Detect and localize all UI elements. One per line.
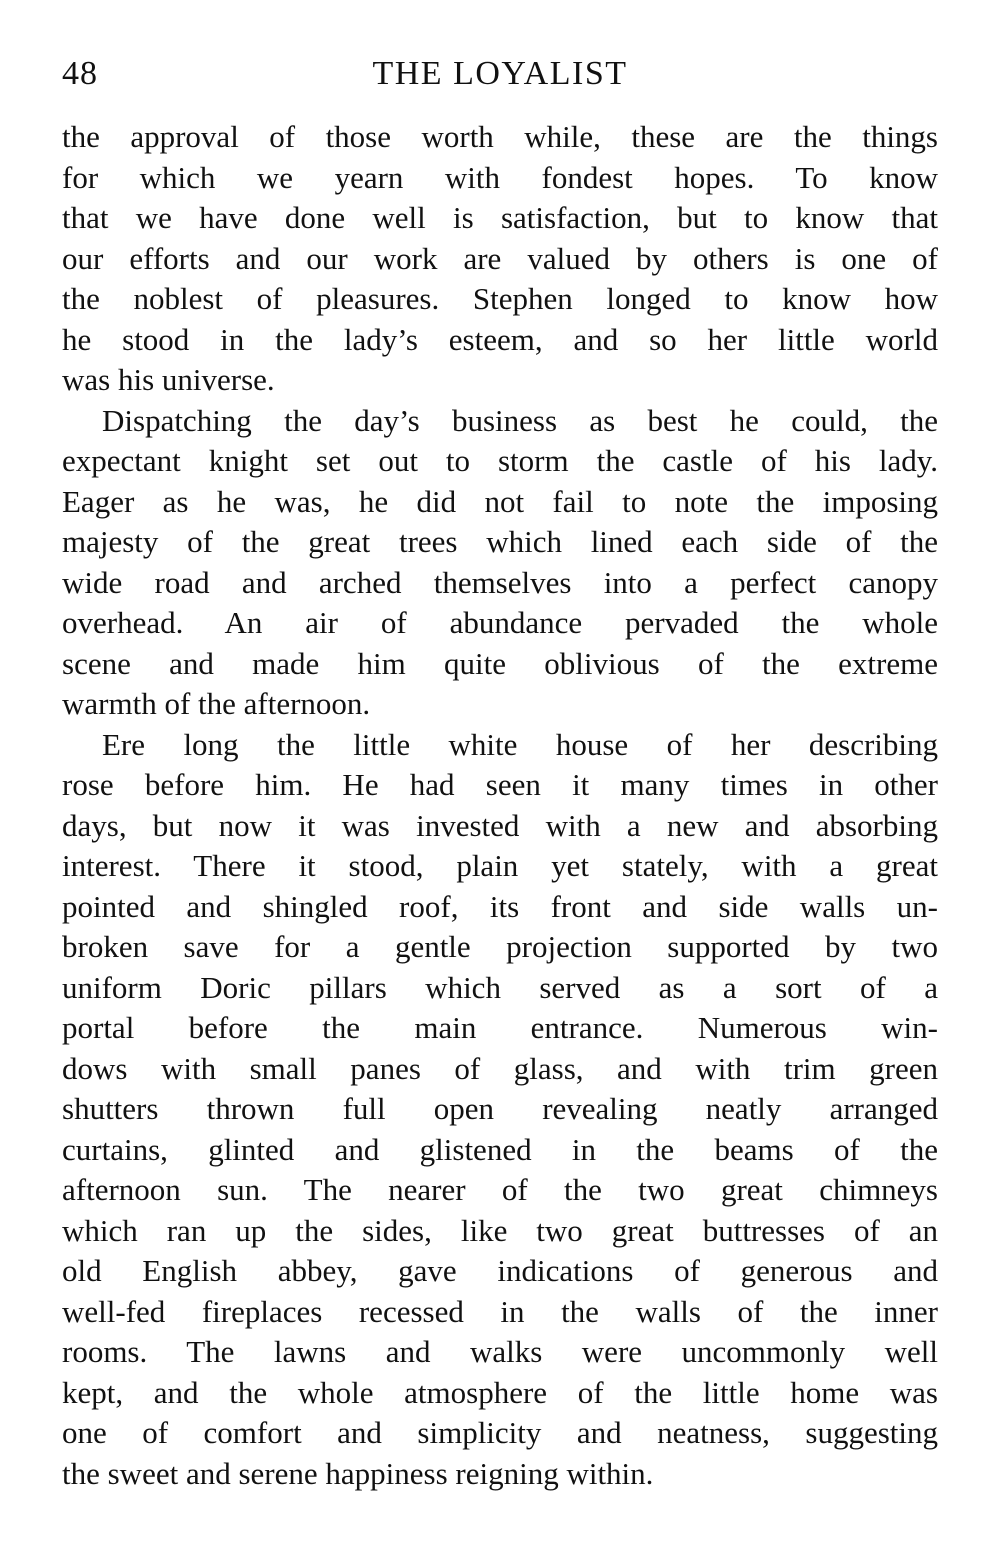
text-line: kept, and the whole atmosphere of the little home was: [62, 1374, 938, 1410]
text-line: wide road and arched themselves into a perfect canopy: [62, 564, 938, 600]
text-line: days, but now it was invested with a new and absorbing: [62, 807, 938, 843]
text-line: Eager as he was, he did not fail to note the imposing: [62, 483, 938, 519]
running-title: THE LOYALIST: [372, 55, 628, 92]
text-line: our efforts and our work are valued by others is one of: [62, 240, 938, 276]
text-line: which ran up the sides, like two great buttresses of an: [62, 1212, 938, 1248]
text-line: rooms. The lawns and walks were uncommonly well: [62, 1334, 938, 1369]
text-line: Dispatching the day’s business as best he could, the: [102, 402, 938, 438]
text-line: one of comfort and simplicity and neatness, suggesting: [62, 1415, 938, 1450]
text-line: majesty of the great trees which lined each side of the: [62, 524, 938, 559]
paragraph: [62, 117, 938, 401]
text-line: curtains, glinted and glistened in the beams of the: [62, 1131, 938, 1167]
text-line: the sweet and serene happiness reigning within.: [62, 1455, 654, 1491]
text-line: for which we yearn with fondest hopes. To know: [62, 159, 938, 195]
text-line: pointed and shingled roof, its front and side walls un-: [62, 888, 938, 924]
text-line: Ere long the little white house of her describing: [102, 726, 938, 762]
text-line: rose before him. He had seen it many times in other: [62, 767, 938, 802]
text-line: well-fed fireplaces recessed in the walls of the inner: [62, 1293, 938, 1329]
running-head: [62, 52, 938, 96]
body-text: [62, 117, 938, 1494]
text-line: overhead. An air of abundance pervaded the whole: [62, 605, 938, 640]
text-line: portal before the main entrance. Numerous win-: [62, 1010, 938, 1045]
text-line: was his universe.: [62, 362, 275, 397]
text-line: broken save for a gentle projection supported by two: [62, 929, 938, 964]
text-line: the approval of those worth while, these are the things: [62, 119, 938, 154]
text-line: shutters thrown full open revealing neatly arranged: [62, 1091, 938, 1126]
text-line: expectant knight set out to storm the castle of his lady.: [62, 443, 938, 478]
paragraph: [62, 401, 938, 725]
text-line: afternoon sun. The nearer of the two great chimneys: [62, 1172, 938, 1207]
text-line: that we have done well is satisfaction, but to know that: [62, 200, 938, 235]
text-line: he stood in the lady’s esteem, and so her little world: [62, 321, 938, 357]
paragraph: [62, 725, 938, 1495]
text-line: dows with small panes of glass, and with trim green: [62, 1050, 938, 1086]
text-line: old English abbey, gave indications of generous and: [62, 1253, 938, 1288]
page-number: 48: [62, 55, 98, 92]
text-line: warmth of the afternoon.: [62, 686, 371, 721]
text-line: interest. There it stood, plain yet stately, with a great: [62, 848, 938, 883]
text-line: the noblest of pleasures. Stephen longed to know how: [62, 281, 938, 316]
text-line: scene and made him quite oblivious of the extreme: [62, 645, 938, 681]
text-line: uniform Doric pillars which served as a sort of a: [62, 969, 938, 1005]
